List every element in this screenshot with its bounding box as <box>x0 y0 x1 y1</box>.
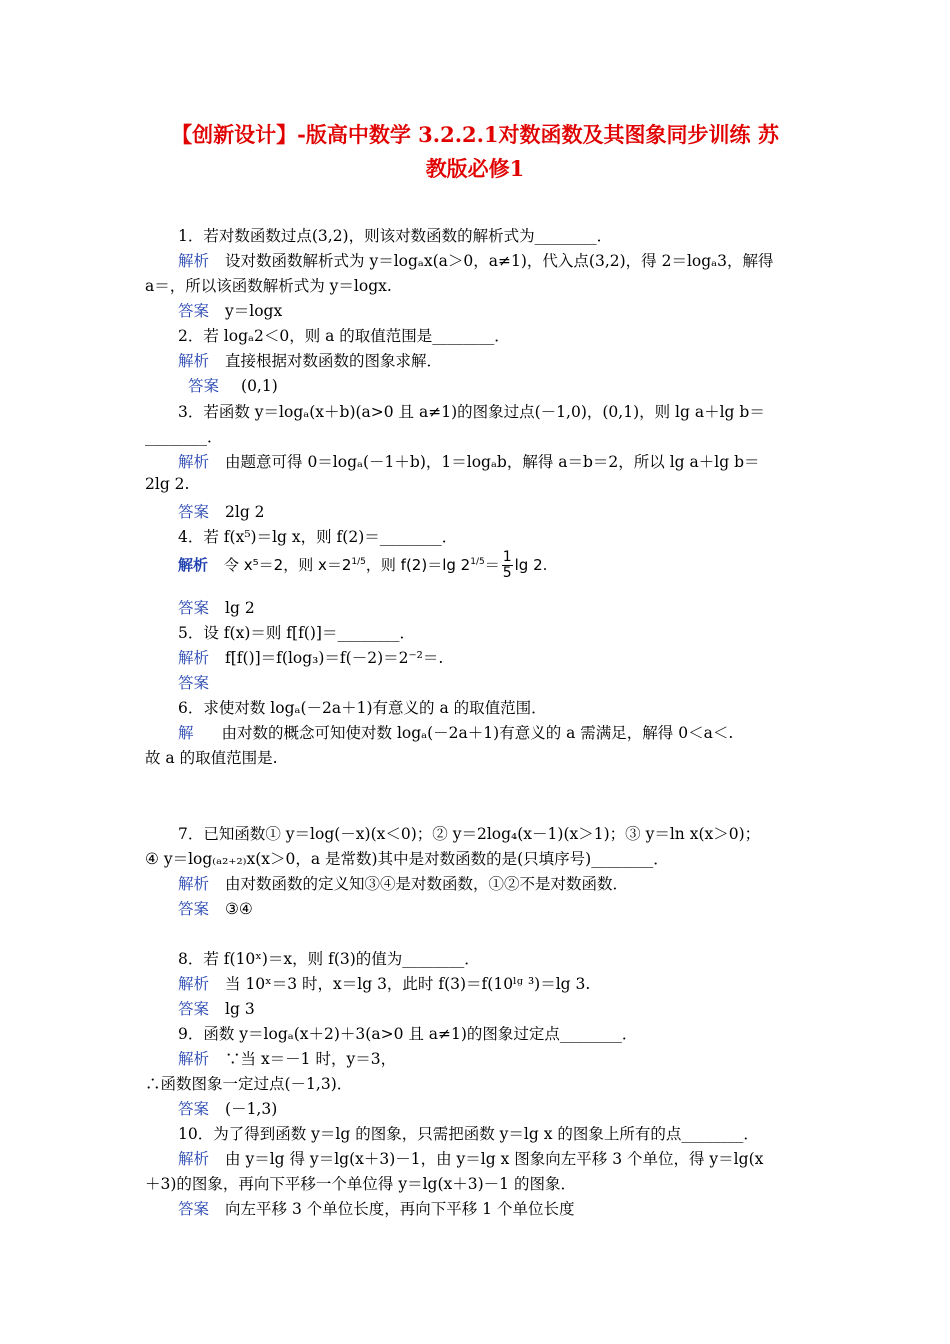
q4-analysis-pre: 令 x⁵＝2，则 x＝2 <box>224 556 352 574</box>
answer-label: 答案 <box>188 377 220 395</box>
analysis-label: 解析 <box>178 352 210 370</box>
solution-label: 解 <box>178 724 194 742</box>
question-3-line-1: 3．若函数 y＝logₐ(x＋b)(a>0 且 a≠1)的图象过点(－1,0)，(0,1)，则 lg a＋lg b＝ <box>178 403 765 421</box>
q4-answer <box>178 596 255 618</box>
q6-solution <box>178 721 733 743</box>
analysis-label: 解析 <box>178 556 209 574</box>
analysis-label: 解析 <box>178 649 210 667</box>
q6-solution-text-2: 故 a 的取值范围是. <box>145 749 278 767</box>
analysis-label: 解析 <box>178 1050 210 1068</box>
analysis-label: 解析 <box>178 453 210 471</box>
q7-analysis <box>178 872 628 894</box>
question-4: 4．若 f(x⁵)＝lg x，则 f(2)＝________． <box>178 528 458 546</box>
document-title-line-1: 【创新设计】-版高中数学 3.2.2.1对数函数及其图象同步训练 苏 <box>171 122 779 147</box>
question-3-line-2: ________． <box>145 428 223 446</box>
q3-answer-text: 2lg 2 <box>225 503 265 521</box>
q4-exponent-2: 1/5 <box>470 557 485 567</box>
q5-analysis-text: f[f()]＝f(log₃)＝f(－2)＝2⁻²＝. <box>225 649 444 667</box>
q6-solution-text: 由对数的概念可知使对数 logₐ(－2a＋1)有意义的 a 需满足，解得 0＜a＜. <box>221 724 734 742</box>
answer-label: 答案 <box>178 599 210 617</box>
question-10: 10．为了得到函数 y＝lg 的图象，只需把函数 y＝lg x 的图象上所有的点________． <box>178 1125 759 1143</box>
q9-analysis-text-1: ∵当 x＝－1 时，y＝3， <box>225 1050 397 1068</box>
analysis-label: 解析 <box>178 1150 210 1168</box>
analysis-label: 解析 <box>178 875 210 893</box>
q2-answer-text: (0,1) <box>241 377 278 395</box>
question-5: 5．设 f(x)＝则 f[f()]＝________． <box>178 624 415 642</box>
question-9: 9．函数 y＝logₐ(x＋2)＋3(a>0 且 a≠1)的图象过定点________． <box>178 1025 638 1043</box>
answer-label: 答案 <box>178 1200 210 1218</box>
q4-analysis-eq: ＝ <box>484 556 500 574</box>
q5-answer <box>178 671 225 693</box>
q7-answer-text: ③④ <box>225 900 253 918</box>
question-8: 8．若 f(10ˣ)＝x，则 f(3)的值为________． <box>178 950 480 968</box>
q1-answer <box>178 299 282 321</box>
question-7-line-1: 7．已知函数① y＝log(－x)(x＜0)；② y＝2log₄(x－1)(x＞1)；③ y＝ln x(x＞0)； <box>178 825 761 843</box>
q9-analysis <box>178 1047 396 1069</box>
q4-fraction-numerator: 1 <box>502 549 512 565</box>
answer-label: 答案 <box>178 900 210 918</box>
document-title-line-2: 教版必修1 <box>425 156 525 181</box>
analysis-label: 解析 <box>178 975 210 993</box>
q7-answer <box>178 897 253 919</box>
answer-label: 答案 <box>178 302 210 320</box>
q4-analysis-mid: ，则 f(2)＝lg 2 <box>365 556 471 574</box>
q4-exponent: 1/5 <box>351 557 366 567</box>
q3-analysis <box>178 450 760 472</box>
q4-answer-text: lg 2 <box>225 599 255 617</box>
q4-fraction-denominator: 5 <box>502 565 512 581</box>
q4-analysis <box>178 550 547 581</box>
q1-answer-text: y＝logx <box>225 302 283 320</box>
q9-answer-text: (－1,3) <box>225 1100 278 1118</box>
q10-answer <box>178 1197 574 1219</box>
answer-label: 答案 <box>178 1100 210 1118</box>
question-6: 6．求使对数 logₐ(－2a＋1)有意义的 a 的取值范围． <box>178 699 547 717</box>
question-1: 1．若对数函数过点(3,2)，则该对数函数的解析式为________． <box>178 227 613 245</box>
q4-fraction <box>502 550 513 581</box>
q4-analysis-post: lg 2. <box>514 556 548 574</box>
question-7-line-2: ④ y＝log₍ₐ₂₊₂₎x(x＞0，a 是常数)其中是对数函数的是(只填序号)________． <box>145 850 669 868</box>
q1-analysis <box>178 249 774 271</box>
q9-analysis-text-2: ∴函数图象一定过点(－1,3)． <box>145 1075 353 1093</box>
q1-analysis-text-2: a＝，所以该函数解析式为 y＝logx. <box>145 277 392 295</box>
q3-answer <box>178 500 265 522</box>
q2-analysis-text: 直接根据对数函数的图象求解． <box>225 352 443 370</box>
answer-label: 答案 <box>178 1000 210 1018</box>
analysis-label: 解析 <box>178 252 210 270</box>
q2-analysis <box>178 349 442 371</box>
q10-analysis-text-2: ＋3)的图象，再向下平移一个单位得 y＝lg(x＋3)－1 的图象． <box>145 1175 576 1193</box>
question-2: 2．若 logₐ2＜0，则 a 的取值范围是________． <box>178 327 510 345</box>
q8-answer-text: lg 3 <box>225 1000 255 1018</box>
q10-analysis <box>178 1147 763 1169</box>
q5-analysis <box>178 646 443 668</box>
answer-label: 答案 <box>178 503 210 521</box>
q8-answer <box>178 997 255 1019</box>
q2-answer <box>188 374 278 396</box>
q7-analysis-text: 由对数函数的定义知③④是对数函数，①②不是对数函数． <box>225 875 629 893</box>
q10-analysis-text-1: 由 y＝lg 得 y＝lg(x＋3)－1，由 y＝lg x 图象向左平移 3 个单位，得 y＝lg(x <box>225 1150 764 1168</box>
answer-label: 答案 <box>178 674 210 692</box>
q3-analysis-text-1: 由题意可得 0＝logₐ(－1＋b)，1＝logₐb，解得 a＝b＝2，所以 lg a＋lg b＝ <box>225 453 760 471</box>
q9-answer <box>178 1097 277 1119</box>
q10-answer-text: 向左平移 3 个单位长度，再向下平移 1 个单位长度 <box>225 1200 575 1218</box>
q1-analysis-text-1: 设对数函数解析式为 y＝logₐx(a＞0，a≠1)，代入点(3,2)，得 2＝logₐ3，解得 <box>225 252 774 270</box>
q3-analysis-text-2: 2lg 2. <box>145 475 190 493</box>
q8-analysis-text: 当 10ˣ＝3 时，x＝lg 3，此时 f(3)＝f(10ˡᵍ ³)＝lg 3. <box>225 975 591 993</box>
q8-analysis <box>178 972 590 994</box>
